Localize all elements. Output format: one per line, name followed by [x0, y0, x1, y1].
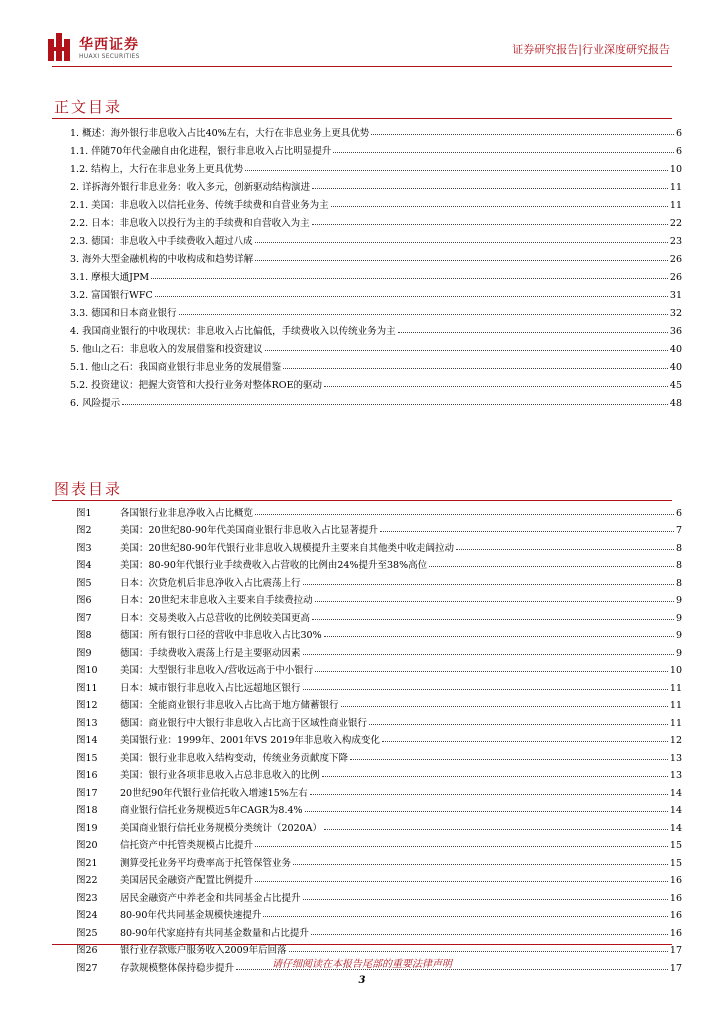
figure-item[interactable]: [76, 571, 682, 589]
page-header: [0, 0, 724, 70]
dot-leader: [331, 206, 668, 207]
toc-item[interactable]: [70, 139, 682, 157]
figure-item-label: 美国：80-90年代银行业手续费收入占营收的比例由24%提升至38%高位: [120, 560, 428, 571]
figure-item[interactable]: [76, 589, 682, 607]
figure-item-label: 美国居民金融资产配置比例提升: [120, 875, 254, 886]
figure-item-number: 图8: [76, 630, 92, 641]
figure-item-label: 美国商业银行信托业务规模分类统计（2020A）: [120, 822, 323, 834]
figure-item-label: 商业银行信托业务规模近5年CAGR为8.4%: [120, 805, 303, 816]
toc-item-page: 32: [669, 308, 682, 319]
brand-name-en: HUAXI SECURITIES: [79, 53, 140, 60]
figure-item[interactable]: [76, 921, 682, 939]
figure-item-label: 80-90年代家庭持有共同基金数量和占比提升: [120, 927, 309, 939]
dot-leader: [369, 724, 668, 725]
figure-item-page: 9: [675, 612, 682, 624]
toc-item[interactable]: [70, 211, 682, 229]
figure-item-label: 日本：交易类收入占总营收的比例较美国更高: [120, 612, 311, 624]
toc-item[interactable]: [70, 157, 682, 175]
figure-item-page: 6: [675, 507, 682, 519]
figure-item-page: 11: [669, 682, 682, 694]
figure-item-number: 图14: [76, 735, 98, 746]
dot-leader: [245, 170, 668, 171]
dot-leader: [312, 224, 668, 225]
figure-item[interactable]: [76, 729, 682, 747]
dot-leader: [429, 566, 674, 567]
dot-leader: [255, 514, 674, 515]
dot-leader: [255, 260, 668, 261]
dot-leader: [179, 314, 668, 315]
figure-item-number: 图23: [76, 892, 98, 904]
dot-leader: [380, 531, 674, 532]
document-type: 证券研究报告|行业深度研究报告: [512, 43, 670, 56]
dot-leader: [324, 636, 674, 637]
dot-leader: [371, 134, 674, 135]
figure-item-number: 图18: [76, 805, 98, 816]
dot-leader: [333, 152, 674, 153]
dot-leader: [456, 549, 674, 550]
dot-leader: [341, 706, 668, 707]
figure-item-label: 德国：所有银行口径的营收中非息收入占比30%: [120, 630, 322, 641]
figure-item-page: 9: [675, 595, 682, 606]
figure-item-number: 图3: [76, 542, 92, 554]
figure-item-number: 图27: [76, 962, 98, 974]
figure-item[interactable]: [76, 799, 682, 817]
figure-item-number: 图17: [76, 787, 98, 799]
brand-name: 华西证券: [79, 37, 139, 53]
figure-item[interactable]: [76, 904, 682, 922]
toc-item-page: 26: [669, 254, 682, 265]
toc-item-page: 11: [669, 182, 682, 193]
figure-item-label: 测算受托业务平均费率高于托管保管业务: [120, 857, 292, 869]
toc-item-label: 5.2. 投资建议：把握大资管和大投行业务对整体ROE的驱动: [70, 380, 323, 391]
figure-item-page: 13: [669, 752, 682, 764]
figure-item-number: 图26: [76, 945, 98, 956]
figure-item-label: 德国：手续费收入震荡上行是主要驱动因素: [120, 647, 301, 659]
dot-leader: [289, 951, 668, 952]
figure-item-page: 9: [675, 647, 682, 659]
dot-leader: [283, 368, 668, 369]
figure-item-label: 美国：大型银行非息收入/营收远高于中小银行: [120, 665, 314, 676]
figure-item-number: 图12: [76, 700, 98, 711]
figure-item-page: 8: [675, 577, 682, 589]
figure-item-label: 80-90年代共同基金规模快速提升: [120, 910, 262, 921]
toc-item-label: 2.2. 日本：非息收入以投行为主的手续费和自营收入为主: [70, 218, 310, 229]
dot-leader: [305, 811, 668, 812]
figure-item[interactable]: [76, 659, 682, 677]
toc-item-page: 36: [669, 326, 682, 337]
figure-item[interactable]: [76, 536, 682, 554]
figure-item-page: 14: [669, 805, 682, 816]
toc-item[interactable]: [70, 355, 682, 373]
figure-item-label: 美国：银行业非息收入结构变动，传统业务贡献度下降: [120, 752, 349, 764]
figure-item-page: 14: [669, 787, 682, 799]
dot-leader: [312, 188, 668, 189]
figure-item-page: 11: [669, 717, 682, 729]
figure-item[interactable]: [76, 606, 682, 624]
figure-item-number: 图1: [76, 507, 92, 519]
toc-item-page: 11: [669, 200, 682, 211]
dot-leader: [303, 899, 668, 900]
figure-item-number: 图13: [76, 717, 98, 729]
dot-leader: [122, 404, 668, 405]
dot-leader: [324, 829, 668, 830]
figure-item-page: 8: [675, 542, 682, 554]
toc-item-page: 48: [669, 398, 682, 409]
figure-item-number: 图25: [76, 927, 98, 939]
figures-title: 图表目录: [54, 480, 123, 498]
figure-item[interactable]: [76, 764, 682, 782]
figure-item-page: 8: [675, 560, 682, 571]
figure-item-label: 美国：20世纪80-90年代美国商业银行非息收入占比显著提升: [120, 525, 378, 536]
toc-item-page: 10: [669, 164, 682, 175]
toc-item-page: 23: [669, 236, 682, 247]
toc-item-label: 2.1. 美国：非息收入以信托业务、传统手续费和自营业务为主: [70, 200, 329, 211]
toc-item-label: 3.1. 摩根大通JPM: [70, 272, 150, 283]
toc-item[interactable]: [70, 229, 682, 247]
toc-item-label: 3.3. 德国和日本商业银行: [70, 308, 177, 319]
toc-item[interactable]: [70, 283, 682, 301]
dot-leader: [303, 654, 674, 655]
dot-leader: [293, 864, 668, 865]
figure-item[interactable]: [76, 834, 682, 852]
figure-item[interactable]: [76, 694, 682, 712]
figure-item-page: 16: [669, 927, 682, 939]
toc-title-divider: [52, 118, 672, 119]
figure-item-number: 图5: [76, 577, 92, 589]
toc-item[interactable]: [70, 319, 682, 337]
figure-item[interactable]: [76, 641, 682, 659]
toc-item-page: 45: [669, 380, 682, 391]
dot-leader: [155, 296, 668, 297]
dot-leader: [255, 846, 668, 847]
footer-divider: [52, 944, 672, 945]
figure-item-label: 日本：20世纪末非息收入主要来自手续费拉动: [120, 595, 313, 606]
dot-leader: [303, 584, 674, 585]
toc-item-page: 31: [669, 290, 682, 301]
toc-item[interactable]: [70, 193, 682, 211]
figure-item-label: 存款规模整体保持稳步提升: [120, 962, 235, 974]
figure-item-number: 图10: [76, 665, 98, 676]
toc-title: 正文目录: [54, 98, 123, 116]
figure-item-number: 图20: [76, 840, 98, 851]
figure-item-number: 图15: [76, 752, 98, 764]
figure-item-label: 美国：20世纪80-90年代银行业非息收入规模提升主要来自其他类中收走阔拉动: [120, 542, 454, 554]
figure-item[interactable]: [76, 781, 682, 799]
toc-item-page: 26: [669, 272, 682, 283]
figure-item-label: 德国：商业银行中大银行非息收入占比高于区域性商业银行: [120, 717, 368, 729]
figure-item[interactable]: [76, 869, 682, 887]
dot-leader: [255, 881, 668, 882]
dot-leader: [398, 332, 668, 333]
dot-leader: [151, 278, 668, 279]
figure-item-page: 17: [669, 945, 682, 956]
figure-item[interactable]: [76, 519, 682, 537]
figure-item-page: 10: [669, 665, 682, 676]
toc-item-label: 1. 概述：海外银行非息收入占比40%左右，大行在非息业务上更具优势: [70, 128, 370, 139]
figure-item[interactable]: [76, 624, 682, 642]
figure-item-label: 日本：次贷危机后非息净收入占比震荡上行: [120, 577, 301, 589]
dot-leader: [263, 916, 668, 917]
figure-item-page: 16: [669, 892, 682, 904]
toc-item-label: 1.2. 结构上，大行在非息业务上更具优势: [70, 164, 244, 175]
figure-item-page: 7: [675, 525, 682, 536]
toc-item-label: 4. 我国商业银行的中收现状：非息收入占比偏低，手续费收入以传统业务为主: [70, 326, 396, 337]
dot-leader: [315, 671, 668, 672]
figure-item-label: 德国：全能商业银行非息收入占比高于地方储蓄银行: [120, 700, 339, 711]
dot-leader: [382, 741, 668, 742]
figure-item-page: 13: [669, 770, 682, 781]
dot-leader: [350, 759, 668, 760]
toc-item-page: 40: [669, 362, 682, 373]
toc-list: [70, 121, 682, 409]
dot-leader: [312, 619, 674, 620]
figure-item-label: 各国银行业非息净收入占比概览: [120, 507, 254, 519]
toc-item-label: 3. 海外大型金融机构的中收构成和趋势详解: [70, 254, 254, 265]
figure-item[interactable]: [76, 746, 682, 764]
toc-item-page: 22: [669, 218, 682, 229]
dot-leader: [311, 934, 668, 935]
dot-leader: [322, 776, 668, 777]
figure-item-page: 15: [669, 857, 682, 869]
legal-notice: 请仔细阅读在本报告尾部的重要法律声明: [272, 959, 452, 970]
dot-leader: [303, 689, 668, 690]
figure-item-page: 17: [669, 962, 682, 974]
figures-list: [76, 501, 682, 974]
toc-item[interactable]: [70, 337, 682, 355]
figure-item-number: 图9: [76, 647, 92, 659]
figure-item-page: 9: [675, 630, 682, 641]
figure-item-number: 图2: [76, 525, 92, 536]
toc-item-page: 6: [675, 128, 682, 139]
toc-item-label: 6. 风险提示: [70, 398, 121, 409]
figure-item-page: 14: [669, 822, 682, 834]
figure-item[interactable]: [76, 676, 682, 694]
toc-item-label: 5.1. 他山之石：我国商业银行非息业务的发展借鉴: [70, 362, 282, 373]
figure-item-page: 11: [669, 700, 682, 711]
figure-item-label: 20世纪90年代银行业信托收入增速15%左右: [120, 787, 308, 799]
toc-item[interactable]: [70, 301, 682, 319]
dot-leader: [324, 386, 668, 387]
figure-item-number: 图21: [76, 857, 98, 869]
page-number: 3: [358, 975, 366, 986]
figure-item-number: 图7: [76, 612, 92, 624]
header-divider: [52, 66, 672, 67]
toc-item[interactable]: [70, 391, 682, 409]
figure-item-label: 银行业存款账户服务收入2009年后回落: [120, 945, 287, 956]
toc-item[interactable]: [70, 373, 682, 391]
toc-item-label: 5. 他山之石：非息收入的发展借鉴和投资建议: [70, 344, 263, 355]
toc-item-label: 2. 详拆海外银行非息业务：收入多元，创新驱动结构演进: [70, 182, 311, 193]
toc-item-label: 3.2. 富国银行WFC: [70, 290, 153, 301]
figure-item-number: 图6: [76, 595, 92, 606]
figure-item-page: 16: [669, 910, 682, 921]
figure-item-number: 图24: [76, 910, 98, 921]
figure-item-label: 居民金融资产中养老金和共同基金占比提升: [120, 892, 301, 904]
toc-item-label: 1.1. 伴随70年代金融自由化进程，银行非息收入占比明显提升: [70, 146, 332, 157]
figure-item-number: 图16: [76, 770, 98, 781]
figure-item-number: 图4: [76, 560, 92, 571]
figure-item-page: 15: [669, 840, 682, 851]
figure-item-label: 信托资产中托管类规模占比提升: [120, 840, 254, 851]
figure-item-label: 日本：城市银行非息收入占比远超地区银行: [120, 682, 301, 694]
figure-item-number: 图22: [76, 875, 98, 886]
toc-item[interactable]: [70, 121, 682, 139]
figure-item[interactable]: [76, 711, 682, 729]
toc-item-page: 40: [669, 344, 682, 355]
figure-item[interactable]: [76, 554, 682, 572]
figure-item-number: 图11: [76, 682, 98, 694]
figure-item-number: 图19: [76, 822, 98, 834]
toc-item-label: 2.3. 德国：非息收入中手续费收入超过八成: [70, 236, 253, 247]
figure-item[interactable]: [76, 816, 682, 834]
figure-item-page: 12: [669, 735, 682, 746]
toc-item-page: 6: [675, 146, 682, 157]
figure-item-label: 美国：银行业各项非息收入占总非息收入的比例: [120, 770, 320, 781]
dot-leader: [265, 350, 668, 351]
toc-item[interactable]: [70, 265, 682, 283]
dot-leader: [315, 601, 674, 602]
figure-item[interactable]: [76, 886, 682, 904]
figure-item-page: 16: [669, 875, 682, 886]
toc-item[interactable]: [70, 247, 682, 265]
figure-item[interactable]: [76, 939, 682, 957]
dot-leader: [255, 242, 668, 243]
toc-item[interactable]: [70, 175, 682, 193]
huaxi-logo-icon: [48, 33, 70, 61]
dot-leader: [310, 794, 668, 795]
figure-item-label: 美国银行业：1999年、2001年VS 2019年非息收入构成变化: [120, 735, 380, 746]
figure-item[interactable]: [76, 851, 682, 869]
figure-item[interactable]: [76, 501, 682, 519]
